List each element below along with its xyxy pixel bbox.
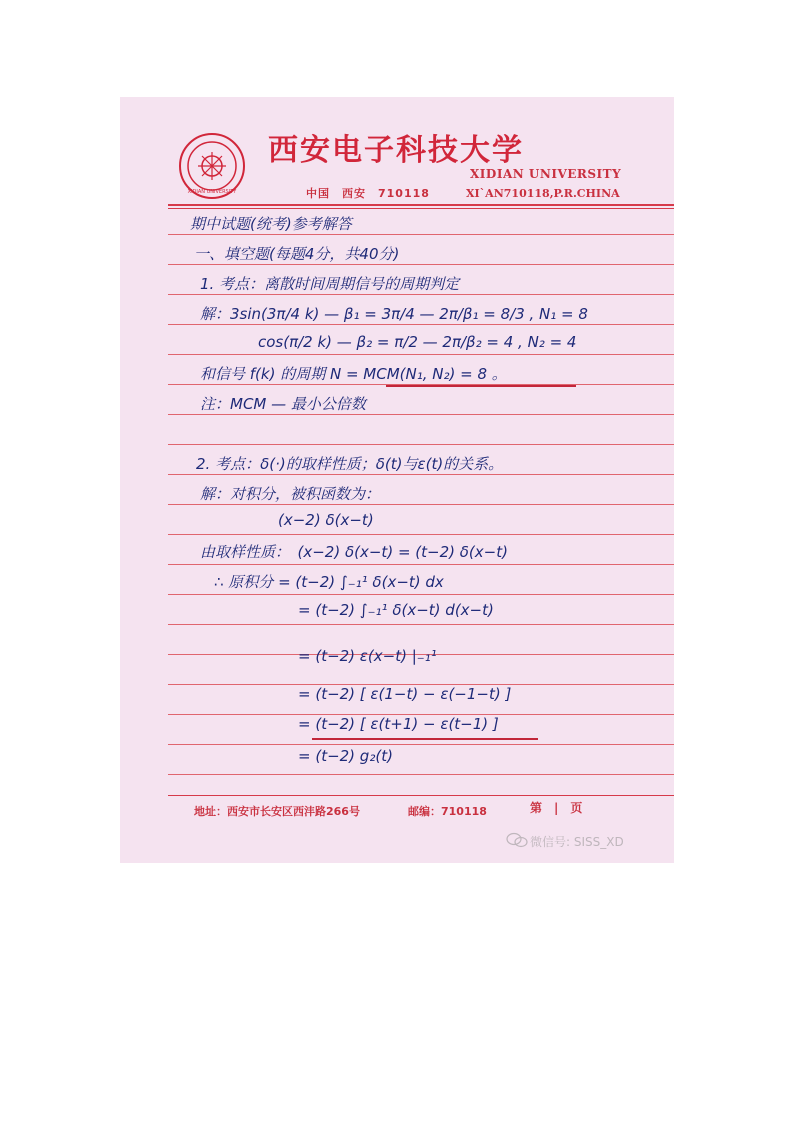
q1-solution-line-2: cos(π/2 k) — β₂ = π/2 — 2π/β₂ = 4 , N₂ = 4 [258,333,577,351]
ruled-line [168,534,674,535]
footer-rule [168,795,674,796]
university-seal-logo [178,132,246,200]
q2-final-answer: = (t−2) g₂(t) [298,747,393,765]
ruled-line [168,414,674,415]
q2-solution-intro: 解：对积分，被积函数为： [200,485,381,503]
ruled-line [168,294,674,295]
q1-note: 注：MCM — 最小公倍数 [200,395,366,413]
ruled-line [168,324,674,325]
ruled-line [168,354,674,355]
section-heading: 一、填空题(每题4分，共40分) [194,245,400,263]
ruled-line [168,444,674,445]
q2-step-1: ∴ 原积分 = (t−2) ∫₋₁¹ δ(x−t) dx [214,573,444,591]
ruled-line [168,594,674,595]
svg-text:XIDIAN UNIVERSITY: XIDIAN UNIVERSITY [187,189,237,195]
wechat-icon [506,832,528,848]
address-english: XI`AN710118,P.R.CHINA [466,187,620,200]
q2-sampling-property: 由取样性质： (x−2) δ(x−t) = (t−2) δ(x−t) [200,543,508,561]
letter-sheet [120,97,674,863]
footer-address: 地址：西安市长安区西沣路266号 [194,805,360,818]
answer-underline [312,738,538,740]
ruled-line [168,474,674,475]
q2-step-2: = (t−2) ∫₋₁¹ δ(x−t) d(x−t) [298,601,494,619]
q1-answer: 和信号 f(k) 的周期 N = MCM(N₁, N₂) = 8 。 [200,365,507,383]
wechat-watermark: 微信号: SISS_XD [530,835,624,849]
header-rule-thin [168,208,674,209]
footer-postcode: 邮编：710118 [408,805,487,818]
ruled-line [168,234,674,235]
q2-topic: 2. 考点：δ(·)的取样性质；δ(t)与ε(t)的关系。 [196,455,504,473]
footer-page-number: 第 | 页 [530,801,583,815]
doc-title: 期中试题(统考)参考解答 [190,215,352,233]
university-name-english: XIDIAN UNIVERSITY [470,167,622,181]
header-rule-thick [168,204,674,206]
ruled-line [168,624,674,625]
q2-step-5: = (t−2) [ ε(t+1) − ε(t−1) ] [298,715,499,733]
q2-integrand: (x−2) δ(x−t) [278,511,374,529]
university-name: 西安电子科技大学 [268,133,524,168]
ruled-line [168,264,674,265]
ruled-line [168,504,674,505]
answer-underline [386,385,576,387]
q1-solution-line-1: 解：3sin(3π/4 k) — β₁ = 3π/4 — 2π/β₁ = 8/3 , N₁ = 8 [200,305,588,323]
q2-step-4: = (t−2) [ ε(1−t) − ε(−1−t) ] [298,685,512,703]
ruled-line [168,744,674,745]
ruled-line [168,564,674,565]
q2-step-3: = (t−2) ε(x−t) |₋₁¹ [298,647,437,665]
q1-topic: 1. 考点：离散时间周期信号的周期判定 [200,275,460,293]
ruled-line [168,774,674,775]
address-chinese: 中国 西安 710118 [306,187,430,200]
